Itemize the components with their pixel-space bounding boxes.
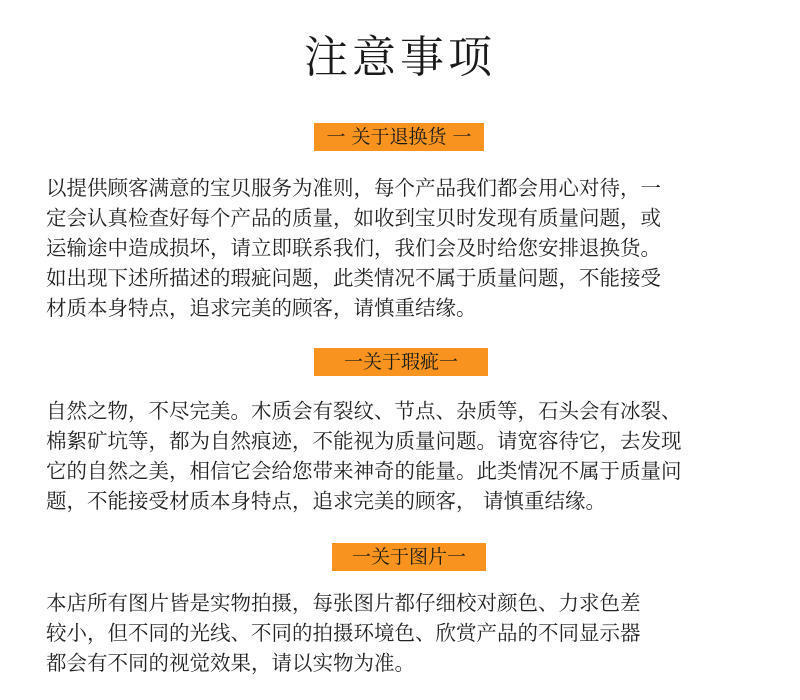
text-line: 如出现下述所描述的瑕疵问题，此类情况不属于质量问题，不能接受 xyxy=(46,266,661,290)
page-title: 注意事项 xyxy=(304,32,496,83)
section-heading-pictures: 一关于图片一 xyxy=(332,543,486,571)
text-line: 都会有不同的视觉效果，请以实物为准。 xyxy=(46,651,415,675)
section-heading-flaws: 一关于瑕疵一 xyxy=(314,348,488,376)
section-heading-returns: 一 关于退换货 一 xyxy=(314,123,484,151)
text-line: 材质本身特点，追求完美的顾客，请慎重结缘。 xyxy=(46,296,477,320)
text-line: 题，不能接受材质本身特点，追求完美的顾客， 请慎重结缘。 xyxy=(46,489,607,513)
text-line: 它的自然之美，相信它会给您带来神奇的能量。此类情况不属于质量问 xyxy=(46,459,682,483)
text-line: 定会认真检查好每个产品的质量，如收到宝贝时发现有质量问题，或 xyxy=(46,206,661,230)
text-line: 自然之物，不尽完美。木质会有裂纹、节点、杂质等，石头会有冰裂、 xyxy=(46,399,682,423)
text-line: 棉絮矿坑等，都为自然痕迹，不能视为质量问题。请宽容待它，去发现 xyxy=(46,429,682,453)
text-line: 本店所有图片皆是实物拍摄，每张图片都仔细校对颜色、力求色差 xyxy=(46,591,641,615)
text-line: 较小，但不同的光线、不同的拍摄环境色、欣赏产品的不同显示器 xyxy=(46,621,641,645)
section-text-flaws xyxy=(46,396,766,516)
text-line: 以提供顾客满意的宝贝服务为准则，每个产品我们都会用心对待，一 xyxy=(46,176,661,200)
section-text-returns xyxy=(46,173,766,323)
section-text-pictures xyxy=(46,588,766,678)
text-line: 运输途中造成损坏，请立即联系我们，我们会及时给您安排退换货。 xyxy=(46,236,661,260)
